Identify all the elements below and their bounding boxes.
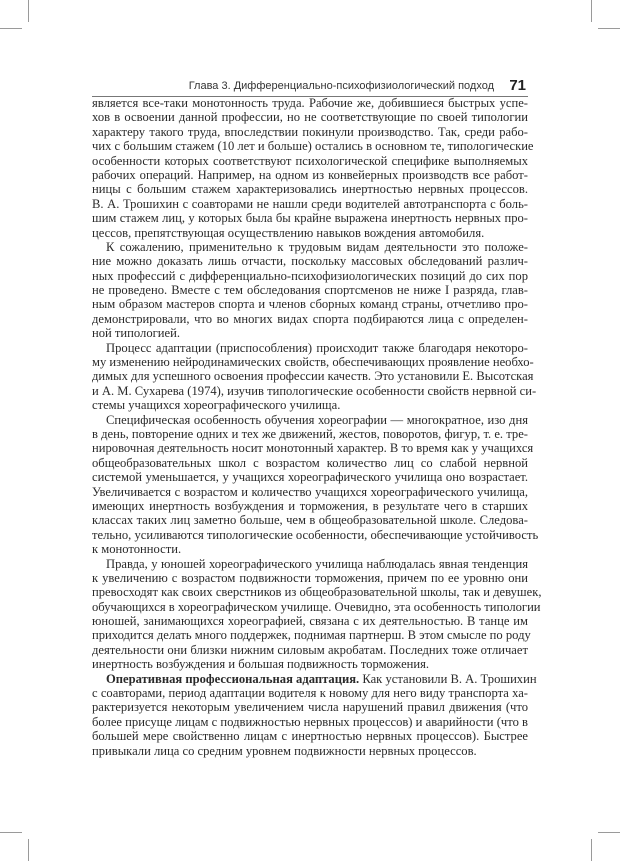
text-line: чих с большим стажем (10 лет и больше) остались в основном те, типологические xyxy=(92,139,534,154)
text-line: нировочная деятельность носит монотонный характер. В то время как у учащихся xyxy=(92,441,534,456)
crop-mark xyxy=(28,839,29,861)
crop-mark xyxy=(28,0,29,22)
text-line: с соавторами, период адаптации водителя к новому для него виду транспорта ха- xyxy=(92,686,528,701)
text-line: Увеличивается с возрастом и количество учащихся хореографического училища, xyxy=(92,484,528,499)
text-line: шим стажем лиц, у которых была бы крайне выражена инертность нервных про- xyxy=(92,211,528,226)
paragraph xyxy=(92,556,542,672)
text-line: хов в освоении данной профессии, но не соответствующие по своей типологии xyxy=(92,110,528,125)
crop-mark xyxy=(0,28,22,29)
text-line: к монотонности. xyxy=(92,542,182,557)
text-line: классах таких лиц заметно больше, чем в общеобразовательной школе. Следова- xyxy=(92,513,528,528)
text-line: превосходят как своих сверстников из общеобразовательной школы, так и девушек, xyxy=(92,585,542,600)
text-line: является все-таки монотонность труда. Рабочие же, добившиеся быстрых успе- xyxy=(92,96,528,110)
paragraph xyxy=(92,671,537,758)
text-line: рабочих операций. Например, на одном из конвейерных производств все работ- xyxy=(92,167,528,182)
text-line: ных профессий с дифференциально-психофизиологических позиций до сих пор xyxy=(92,268,528,283)
text-line: имеющих инертность возбуждения и торможения, в результате чего в старших xyxy=(92,498,528,513)
text-line: приходится делать много поддержек, поднимая партнерш. В этом смысле по роду xyxy=(92,628,531,643)
text-line: не проведено. Вместе с тем обследования спортсменов не ниже I разряда, глав- xyxy=(92,283,528,298)
text-line: общеобразовательных школ с возрастом количество лиц со слабой нервной xyxy=(92,455,528,470)
text-line: К сожалению, применительно к трудовым видам деятельности это положе- xyxy=(106,239,528,254)
text-line: му изменению нейродинамических свойств, обеспечивающих проявление необхо- xyxy=(92,355,534,370)
page-number: 71 xyxy=(509,77,526,94)
text-line: привыкали лица со средним уровнем подвижности нервных процессов. xyxy=(92,743,477,758)
running-header xyxy=(92,78,528,97)
text-line: димых для успешного освоения профессии качеств. Это установили Е. Высотская xyxy=(92,369,534,384)
text-line: В. А. Трошихин с соавторами не нашли среди водителей автотранспорта с боль- xyxy=(92,196,528,211)
body-text xyxy=(92,96,542,758)
text-line xyxy=(92,671,537,686)
text-line: демонстрировали, что во многих видах спорта подбираются лица с определен- xyxy=(92,311,528,326)
text-line: ние можно доказать лишь отчасти, поскольку массовых обследований различ- xyxy=(92,254,528,269)
text-line: Правда, у юношей хореографического училища наблюдалась явная тенденция xyxy=(106,556,528,571)
text-line: ным образом мастеров спорта и членов сборных команд страны, отчетливо про- xyxy=(92,297,528,312)
text-line: характеру такого труда, впоследствии покинули производство. Так, среди рабо- xyxy=(92,124,528,139)
text-line: ницы с большим стажем характеризовались инертностью нервных процессов. xyxy=(92,182,528,197)
text-line: деятельности они близки нижним силовым акробатам. Последних тоже отличает xyxy=(92,642,528,657)
text-line: стемы учащихся хореографического училища. xyxy=(92,398,341,413)
text-line: особенности которых соответствуют психологической специфике выполняемых xyxy=(92,153,528,168)
text-line: тельно, усиливаются типологические особенности, обеспечивающие устойчивость xyxy=(92,527,539,542)
text-line: Специфическая особенность обучения хореографии — многократное, изо дня xyxy=(106,412,528,427)
text-line: обучающихся в хореографическом училище. Очевидно, эта особенность типологии xyxy=(92,599,541,614)
text-line: и А. М. Сухарева (1974), изучив типологические особенности свойств нервной си- xyxy=(92,383,537,398)
crop-mark xyxy=(0,832,22,833)
chapter-title: Глава 3. Дифференциально-психофизиологический подход xyxy=(188,80,494,92)
crop-mark xyxy=(591,0,592,22)
text-line: более присуще лицам с подвижностью нервных процессов) и аварийности (что в xyxy=(92,714,528,729)
text-line: рактеризуется некоторым увеличением числа нарушений правил движения (что xyxy=(92,700,528,715)
text-line: юношей, занимающихся хореографией, связана с их деятельностью. В танце им xyxy=(92,614,528,629)
bold-lead: Оперативная профессиональная адаптация. xyxy=(106,671,360,686)
line-text: Как установили В. А. Трошихин xyxy=(359,671,537,686)
paragraph xyxy=(92,340,537,413)
paragraph xyxy=(92,96,534,240)
text-line: большей мере свойственно лицам с инертностью нервных процессов). Быстрее xyxy=(92,729,528,744)
crop-mark xyxy=(598,28,620,29)
text-line: в день, повторение одних и тех же движений, жестов, поворотов, фигур, т. е. тре- xyxy=(92,426,528,441)
text-line: цессов, препятствующая осуществлению навыков вождения автомобиля. xyxy=(92,225,485,240)
text-line: инертность возбуждения и большая подвижность торможения. xyxy=(92,657,430,672)
paragraph xyxy=(92,412,539,557)
text-line: Процесс адаптации (приспособления) происходит также благодаря некоторо- xyxy=(106,340,528,355)
text-line: к увеличению с возрастом подвижности торможения, причем по ее уровню они xyxy=(92,570,528,585)
text-line: системой уменьшается, у учащихся хореографического училища оно возрастает. xyxy=(92,470,528,485)
crop-mark xyxy=(598,832,620,833)
paragraph xyxy=(92,240,528,341)
text-line: ной типологией. xyxy=(92,326,181,341)
crop-mark xyxy=(591,839,592,861)
